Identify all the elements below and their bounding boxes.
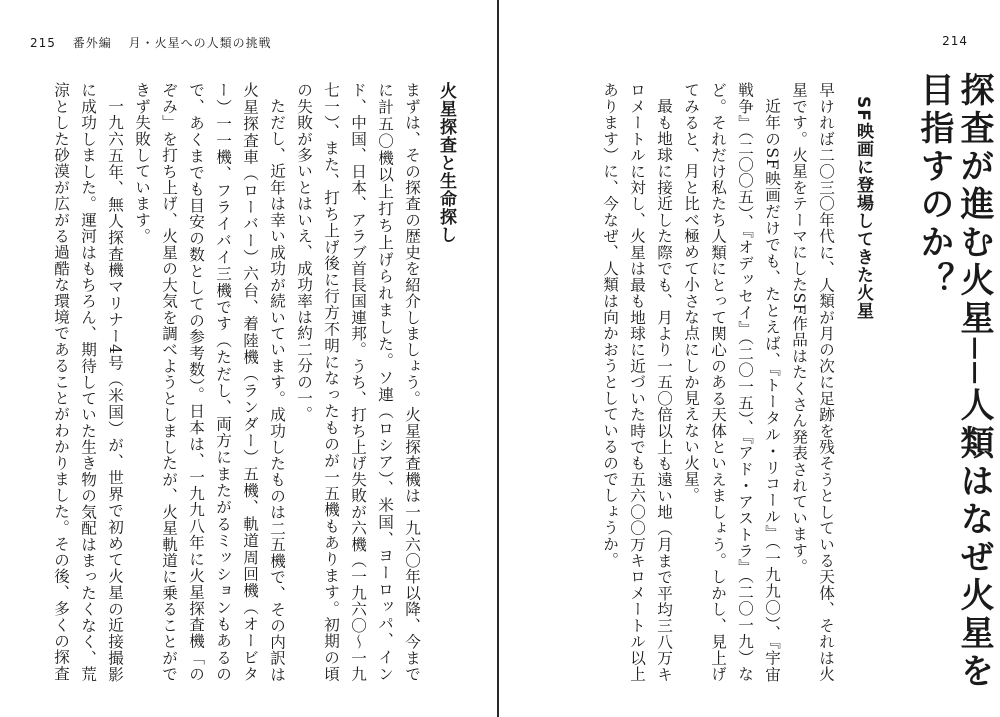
right-body-text [597,82,839,682]
right-page [499,0,1000,717]
chapter-title: 探査が進む火星──人類はなぜ火星を目指すのか？ [914,72,994,691]
paragraph: 近年のSF映画だけでも、たとえば、『トータル・リコール』（一九九〇）、『宇宙戦争』（二〇〇五）、『オデッセイ』（二〇一五）、『アド・アストラ』（二〇一九）など。それだけ私たち人類にとって関心のある天体といえましょう。しかし、見上げてみると、月と比べ極めて小さな点にしか見えない火星。 [682,82,781,682]
section-heading-sf-films: SF映画に登場してきた火星 [853,96,873,320]
paragraph: ただし、近年は幸い成功が続いています。成功したものは二五機で、その内訳は火星探査車（ローバー）六台、着陸機（ランダー）五機、軌道周回機（オービター）一一機、フライバイ三機です（ただし、両方にまたがるミッションもあるので、あくまでも目安の数としての参考数）。日本は、一九九八年に火星探査機「のぞみ」を打ち上げ、火星の大気を調べようとしましたが、火星軌道に乗ることができず失敗しています。 [133,82,286,682]
section-heading-life-search: 火星探査と生命探し [436,82,456,244]
running-head-title: 月・火星への人類の挑戦 [128,36,272,50]
left-body-text [40,82,425,682]
paragraph: 一九六五年、無人探査機マリナー4号（米国）が、世界で初めて火星の近接撮影に成功しました。運河はもちろん、期待していた生き物の気配はまったくなく、荒涼とした砂漠が広がる過酷な環境であることがわかりました。その後、多くの探査 [52,82,124,682]
left-page [0,0,497,717]
paragraph: 最も地球に接近した際でも、月より一五〇倍以上も遠い地（月まで平均三八万キロメートルに対し、火星は最も地球に近づいた時でも五六〇〇万キロメートル以上あります）に、今なぜ、人類は向かおうとしているのでしょうか。 [601,82,673,682]
running-head-part: 番外編 [72,36,112,50]
page-number-right: 214 [942,34,968,48]
page-number-left: 215 [30,36,56,50]
running-header-left [30,34,284,51]
paragraph: 早ければ二〇三〇年代に、人類が月の次に足跡を残そうとしている天体、それは火星です。火星をテーマにしたSF作品はたくさん発表されています。 [790,82,835,682]
paragraph: まずは、その探査の歴史を紹介しましょう。火星探査機は一九六〇年以降、今までに計五〇機以上打ち上げられました。ソ連（ロシア）、米国、ヨーロッパ、インド、中国、日本、アラブ首長国連邦。うち、打ち上げ失敗が六機（一九六〇～一九七一）、また、打ち上げ後に行方不明になったものが一五機もあります。初期の頃の失敗が多いとはいえ、成功率は約二分の一。 [295,82,421,682]
